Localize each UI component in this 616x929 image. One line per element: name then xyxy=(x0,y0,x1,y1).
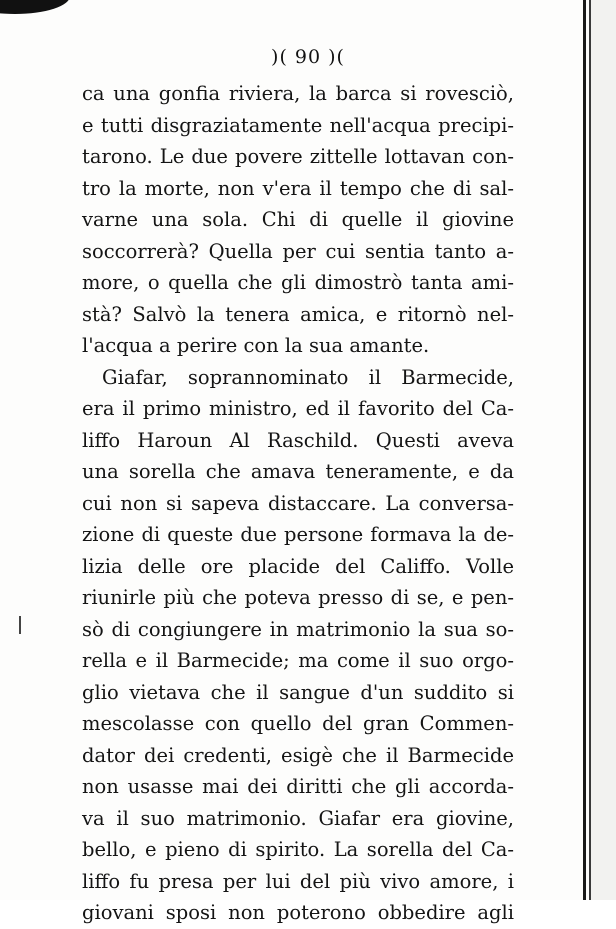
body-text xyxy=(82,78,514,929)
text-line: tro la morte, non v'era il tempo che di sal- xyxy=(82,176,514,200)
text-line: era il primo ministro, ed il favorito del Ca- xyxy=(82,397,514,420)
text-line: zione di queste due persone formava la de- xyxy=(82,523,514,546)
scan-corner-smudge xyxy=(0,0,70,14)
text-line: stà? Salvò la tenera amica, e ritornò nel- xyxy=(82,302,514,326)
page-number: )( 90 )( xyxy=(271,46,345,68)
text-line: more, o quella che gli dimostrò tanta ami- xyxy=(82,271,514,294)
text-line: varne una sola. Chi di quelle il giovine xyxy=(82,208,514,231)
text-line: non usasse mai dei diritti che gli accorda- xyxy=(82,775,514,798)
text-line: soccorrerà? Quella per cui sentia tanto a- xyxy=(82,239,514,263)
text-line: sò di congiungere in matrimonio la sua so- xyxy=(82,617,514,641)
page-edge-shadow xyxy=(591,0,616,900)
text-line: cui non si sapeva distaccare. La conversa- xyxy=(82,491,514,515)
page-edge-line xyxy=(583,0,586,900)
text-line: liffo Haroun Al Raschild. Questi aveva xyxy=(82,428,514,452)
text-line: e tutti disgraziatamente nell'acqua precipi- xyxy=(82,113,514,137)
text-line: una sorella che amava teneramente, e da xyxy=(82,460,514,483)
text-line: va il suo matrimonio. Giafar era giovine, xyxy=(82,806,514,830)
text-line: lizia delle ore placide del Califfo. Volle xyxy=(82,554,514,578)
text-line: mescolasse con quello del gran Commen- xyxy=(82,712,514,735)
text-line: glio vietava che il sangue d'un suddito si xyxy=(82,680,514,704)
text-line: giovani sposi non poterono obbedire agli xyxy=(82,901,514,924)
text-line: dator dei credenti, esigè che il Barmecide xyxy=(82,743,514,767)
paragraph-end-line: l'acqua a perire con la sua amante. xyxy=(82,334,430,357)
page-edge-line-secondary xyxy=(589,0,591,900)
text-line: riunirle più che poteva presso di se, e pen- xyxy=(82,586,514,609)
text-line: ca una gonfia riviera, la barca si rovesciò, xyxy=(82,82,514,105)
text-line: tarono. Le due povere zittelle lottavan con- xyxy=(82,145,514,168)
paragraph-start-line: Giafar, soprannominato il Barmecide, xyxy=(102,365,514,389)
scan-speck xyxy=(19,616,21,634)
text-line: bello, e pieno di spirito. La sorella del Ca- xyxy=(82,838,514,861)
text-line: rella e il Barmecide; ma come il suo orgo- xyxy=(82,649,514,672)
text-line: liffo fu presa per lui del più vivo amore, i xyxy=(82,869,514,893)
